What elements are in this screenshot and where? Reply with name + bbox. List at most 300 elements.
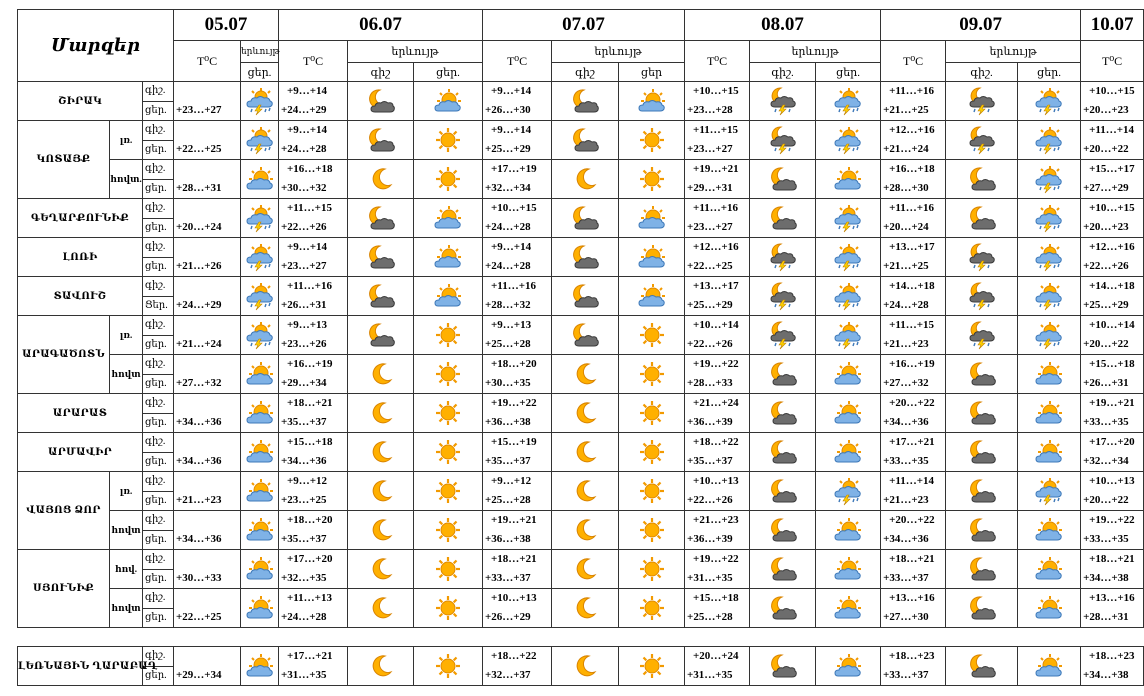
sun-icon xyxy=(619,361,684,387)
moon-cloud-icon xyxy=(946,595,1017,621)
region-name: ՍՅՈՒՆԻՔ xyxy=(18,550,110,628)
day-temperature: +29…+31 xyxy=(687,182,733,194)
thunderstorm-sun-icon xyxy=(241,243,278,271)
moon-icon xyxy=(552,595,618,621)
day-temperature: +25…+28 xyxy=(687,611,733,623)
day-temperature: +23…+27 xyxy=(687,221,733,233)
day-temperature: +25…+28 xyxy=(485,494,531,506)
night-temperature: +15…+18 xyxy=(287,436,333,448)
thunderstorm-sun-icon xyxy=(816,87,880,115)
weather-icon-cell xyxy=(816,277,881,316)
temperature-cell xyxy=(881,238,946,277)
night-temperature: +20…+24 xyxy=(693,650,739,662)
moon-cloud-icon xyxy=(946,205,1017,231)
night-label: գիշ. xyxy=(143,82,174,102)
weather-icon-cell xyxy=(816,511,881,550)
night-label: գիշ. xyxy=(143,550,174,570)
day-temperature: +32…+37 xyxy=(485,669,531,681)
moon-icon xyxy=(348,595,413,621)
moon-cloud-icon xyxy=(946,361,1017,387)
day-temperature: +35…+37 xyxy=(281,416,327,428)
temperature-cell xyxy=(1081,277,1144,316)
temperature-header: T⁰C xyxy=(1081,41,1144,82)
moon-icon xyxy=(552,400,618,426)
night-temperature: +19…+22 xyxy=(693,553,739,565)
moon-icon xyxy=(348,361,413,387)
weather-icon-cell xyxy=(414,472,483,511)
subregion-label: հով. xyxy=(110,550,143,589)
day-temperature: +31…+35 xyxy=(281,669,327,681)
thunderstorm-sun-icon xyxy=(816,204,880,232)
weather-icon-cell xyxy=(241,238,279,277)
temperature-cell xyxy=(483,316,552,355)
sun-cloud-icon xyxy=(1018,361,1080,387)
night-label: գիշ. xyxy=(143,511,174,531)
moon-icon xyxy=(348,517,413,543)
day-temperature: +23…+25 xyxy=(281,494,327,506)
day-temperature: +22…+26 xyxy=(1083,260,1129,272)
sun-icon xyxy=(619,556,684,582)
sun-icon xyxy=(619,127,684,153)
day-temperature: +28…+32 xyxy=(485,299,531,311)
moon-cloud-icon xyxy=(946,556,1017,582)
night-label: գիշ. xyxy=(143,355,174,375)
night-temperature: +11…+15 xyxy=(693,124,738,136)
day-temperature: +23…+27 xyxy=(281,260,327,272)
night-temperature: +10…+15 xyxy=(1089,85,1135,97)
moon-cloud-icon xyxy=(750,400,815,426)
day-temperature: +25…+29 xyxy=(1083,299,1129,311)
weather-icon-cell xyxy=(414,433,483,472)
night-temperature: +15…+19 xyxy=(491,436,537,448)
weather-icon-cell xyxy=(414,277,483,316)
night-temperature: +9…+13 xyxy=(491,319,532,331)
night-temperature: +18…+22 xyxy=(693,436,739,448)
weather-icon-cell xyxy=(816,550,881,589)
day-temperature: +24…+28 xyxy=(485,221,531,233)
sun-cloud-icon xyxy=(414,205,482,231)
temperature-cell xyxy=(483,238,552,277)
day-temperature: +20…+24 xyxy=(176,221,222,233)
night-temperature: +11…+16 xyxy=(287,280,332,292)
temperature-cell xyxy=(174,121,241,160)
weather-icon-cell xyxy=(414,238,483,277)
temperature-cell xyxy=(174,647,241,686)
sun-cloud-icon xyxy=(241,653,278,679)
weather-icon-cell xyxy=(946,589,1018,628)
weather-icon-cell xyxy=(241,433,279,472)
sun-cloud-icon xyxy=(414,244,482,270)
night-temperature: +16…+18 xyxy=(287,163,333,175)
day-temperature: +21…+23 xyxy=(883,338,929,350)
weather-icon-cell xyxy=(946,433,1018,472)
moon-icon xyxy=(552,478,618,504)
day-temperature: +36…+38 xyxy=(485,416,531,428)
moon-cloud-icon xyxy=(750,653,815,679)
thunderstorm-night-icon xyxy=(946,243,1017,271)
day-temperature: +34…+36 xyxy=(883,533,929,545)
temperature-cell xyxy=(881,316,946,355)
sun-icon xyxy=(619,653,684,679)
day-temperature: +22…+26 xyxy=(281,221,327,233)
weather-icon-cell xyxy=(1018,238,1081,277)
weather-icon-cell xyxy=(1018,589,1081,628)
day-temperature: +21…+26 xyxy=(176,260,222,272)
weather-icon-cell xyxy=(946,647,1018,686)
day-temperature: +20…+22 xyxy=(1083,338,1129,350)
weather-icon-cell xyxy=(414,550,483,589)
thunderstorm-sun-icon xyxy=(1018,204,1080,232)
moon-icon xyxy=(552,653,618,679)
sun-cloud-icon xyxy=(414,88,482,114)
day-temperature: +25…+29 xyxy=(485,143,531,155)
weather-icon-cell xyxy=(348,511,414,550)
temperature-cell xyxy=(881,472,946,511)
night-temperature: +11…+16 xyxy=(889,85,934,97)
weather-icon-cell xyxy=(946,394,1018,433)
moon-cloud-icon xyxy=(552,322,618,348)
weather-icon-cell xyxy=(816,160,881,199)
weather-icon-cell xyxy=(619,82,685,121)
temperature-cell xyxy=(279,394,348,433)
sun-cloud-icon xyxy=(1018,400,1080,426)
weather-icon-cell xyxy=(750,550,816,589)
weather-icon-cell xyxy=(816,433,881,472)
day-temperature: +34…+36 xyxy=(176,533,222,545)
temperature-cell xyxy=(279,121,348,160)
day-temperature: +30…+35 xyxy=(485,377,531,389)
thunderstorm-night-icon xyxy=(750,126,815,154)
night-temperature: +18…+23 xyxy=(889,650,935,662)
phenomena-header: երևույթ xyxy=(552,41,685,63)
day-temperature: +27…+30 xyxy=(883,611,929,623)
weather-icon-cell xyxy=(552,160,619,199)
moon-cloud-icon xyxy=(750,166,815,192)
temperature-header: T⁰C xyxy=(279,41,348,82)
night-temperature: +20…+22 xyxy=(889,397,935,409)
sun-cloud-icon xyxy=(619,283,684,309)
sun-icon xyxy=(619,400,684,426)
date-header: 07.07 xyxy=(483,10,685,41)
day-temperature: +27…+32 xyxy=(176,377,222,389)
night-temperature: +13…+16 xyxy=(889,592,935,604)
day-temperature: +34…+36 xyxy=(176,455,222,467)
region-name: ԱՐԱԳԱԾՈՏՆ xyxy=(18,316,110,394)
moon-cloud-icon xyxy=(750,517,815,543)
moon-cloud-icon xyxy=(750,205,815,231)
weather-icon-cell xyxy=(348,316,414,355)
night-temperature: +10…+13 xyxy=(693,475,739,487)
night-temperature: +12…+16 xyxy=(693,241,739,253)
moon-icon xyxy=(348,556,413,582)
weather-icon-cell xyxy=(619,647,685,686)
temperature-cell xyxy=(174,277,241,316)
sun-cloud-icon xyxy=(241,556,278,582)
weather-icon-cell xyxy=(241,511,279,550)
temperature-header: T⁰C xyxy=(483,41,552,82)
temperature-cell xyxy=(279,238,348,277)
thunderstorm-sun-icon xyxy=(1018,282,1080,310)
night-label: գիշ. xyxy=(143,433,174,453)
weather-icon-cell xyxy=(816,238,881,277)
night-temperature: +16…+19 xyxy=(889,358,935,370)
weather-icon-cell xyxy=(946,277,1018,316)
weather-icon-cell xyxy=(816,82,881,121)
sun-cloud-icon xyxy=(241,478,278,504)
temperature-cell xyxy=(279,316,348,355)
day-temperature: +24…+28 xyxy=(281,611,327,623)
night-temperature: +13…+17 xyxy=(889,241,935,253)
sun-cloud-icon xyxy=(619,244,684,270)
day-temperature: +23…+28 xyxy=(687,104,733,116)
day-temperature: +35…+37 xyxy=(687,455,733,467)
sun-cloud-icon xyxy=(414,283,482,309)
moon-icon xyxy=(348,166,413,192)
night-temperature: +19…+21 xyxy=(1089,397,1135,409)
weather-icon-cell xyxy=(348,160,414,199)
day-temperature: +29…+34 xyxy=(176,669,222,681)
temperature-cell xyxy=(279,355,348,394)
sun-cloud-icon xyxy=(816,166,880,192)
thunderstorm-sun-icon xyxy=(1018,87,1080,115)
day-temperature: +33…+37 xyxy=(883,669,929,681)
subregion-label: հովտ xyxy=(110,355,143,394)
weather-icon-cell xyxy=(619,550,685,589)
night-label: գիշ. xyxy=(143,394,174,414)
night-subheader: գիշ. xyxy=(750,63,816,82)
night-temperature: +19…+22 xyxy=(693,358,739,370)
night-temperature: +19…+22 xyxy=(1089,514,1135,526)
day-temperature: +36…+39 xyxy=(687,533,733,545)
weather-icon-cell xyxy=(816,589,881,628)
date-header: 09.07 xyxy=(881,10,1081,41)
moon-cloud-icon xyxy=(946,478,1017,504)
weather-icon-cell xyxy=(750,121,816,160)
region-name: ԱՐՄԱՎԻՐ xyxy=(18,433,143,472)
temperature-cell xyxy=(881,121,946,160)
day-subheader: ցեր. xyxy=(816,63,881,82)
weather-icon-cell xyxy=(619,511,685,550)
night-temperature: +18…+21 xyxy=(491,553,537,565)
weather-icon-cell xyxy=(241,199,279,238)
moon-icon xyxy=(348,439,413,465)
sun-icon xyxy=(619,439,684,465)
day-temperature: +21…+25 xyxy=(883,104,929,116)
region-name: ՏԱՎՈՒՇ xyxy=(18,277,143,316)
weather-icon-cell xyxy=(241,316,279,355)
temperature-cell xyxy=(1081,550,1144,589)
weather-icon-cell xyxy=(348,238,414,277)
day-subheader: ցեր. xyxy=(1018,63,1081,82)
temperature-cell xyxy=(1081,472,1144,511)
temperature-cell xyxy=(483,121,552,160)
temperature-cell xyxy=(881,511,946,550)
weather-icon-cell xyxy=(1018,550,1081,589)
temperature-cell xyxy=(483,394,552,433)
date-header: 06.07 xyxy=(279,10,483,41)
thunderstorm-sun-icon xyxy=(1018,477,1080,505)
night-temperature: +17…+20 xyxy=(287,553,333,565)
day-temperature: +28…+31 xyxy=(176,182,222,194)
day-temperature: +24…+29 xyxy=(281,104,327,116)
weather-icon-cell xyxy=(619,316,685,355)
day-temperature: +20…+23 xyxy=(1083,221,1129,233)
day-temperature: +24…+28 xyxy=(281,143,327,155)
temperature-cell xyxy=(174,238,241,277)
weather-icon-cell xyxy=(414,647,483,686)
moon-cloud-icon xyxy=(946,517,1017,543)
thunderstorm-sun-icon xyxy=(241,204,278,232)
weather-icon-cell xyxy=(414,355,483,394)
weather-icon-cell xyxy=(348,433,414,472)
sun-icon xyxy=(619,478,684,504)
weather-icon-cell xyxy=(946,472,1018,511)
night-temperature: +15…+18 xyxy=(693,592,739,604)
night-temperature: +21…+24 xyxy=(693,397,739,409)
day-label: Ցեր. xyxy=(143,296,174,316)
temperature-cell xyxy=(881,160,946,199)
temperature-cell xyxy=(483,355,552,394)
night-temperature: +14…+18 xyxy=(1089,280,1135,292)
weather-icon-cell xyxy=(241,472,279,511)
day-temperature: +20…+24 xyxy=(883,221,929,233)
night-temperature: +10…+15 xyxy=(1089,202,1135,214)
temperature-cell xyxy=(685,355,750,394)
subregion-label: լռ. xyxy=(110,316,143,355)
night-temperature: +15…+18 xyxy=(1089,358,1135,370)
night-temperature: +11…+13 xyxy=(287,592,332,604)
date-header: 08.07 xyxy=(685,10,881,41)
temperature-cell xyxy=(174,160,241,199)
night-temperature: +10…+14 xyxy=(1089,319,1135,331)
weather-icon-cell xyxy=(619,238,685,277)
thunderstorm-sun-icon xyxy=(816,477,880,505)
weather-icon-cell xyxy=(946,199,1018,238)
day-temperature: +33…+35 xyxy=(883,455,929,467)
temperature-cell xyxy=(174,550,241,589)
sun-icon xyxy=(414,595,482,621)
weather-icon-cell xyxy=(816,647,881,686)
region-name: ԼՈՌԻ xyxy=(18,238,143,277)
temperature-cell xyxy=(1081,433,1144,472)
day-temperature: +22…+25 xyxy=(176,143,222,155)
temperature-cell xyxy=(685,238,750,277)
temperature-cell xyxy=(685,199,750,238)
sun-cloud-icon xyxy=(816,595,880,621)
temperature-cell xyxy=(483,550,552,589)
day-temperature: +21…+24 xyxy=(883,143,929,155)
weather-icon-cell xyxy=(1018,472,1081,511)
day-label: ցեր. xyxy=(143,257,174,277)
night-temperature: +9…+12 xyxy=(491,475,532,487)
night-temperature: +17…+20 xyxy=(1089,436,1135,448)
day-label: ցեր. xyxy=(143,608,174,628)
day-temperature: +23…+27 xyxy=(176,104,222,116)
day-temperature: +21…+23 xyxy=(883,494,929,506)
weather-icon-cell xyxy=(619,160,685,199)
night-temperature: +9…+14 xyxy=(491,85,532,97)
day-temperature: +26…+29 xyxy=(485,611,531,623)
weather-icon-cell xyxy=(348,277,414,316)
weather-icon-cell xyxy=(414,121,483,160)
day-subheader: ցեր. xyxy=(241,63,279,82)
weather-icon-cell xyxy=(552,277,619,316)
day-temperature: +30…+33 xyxy=(176,572,222,584)
day-label: ցեր. xyxy=(143,374,174,394)
sun-cloud-icon xyxy=(241,361,278,387)
day-temperature: +32…+34 xyxy=(1083,455,1129,467)
weather-icon-cell xyxy=(750,647,816,686)
day-temperature: +34…+38 xyxy=(1083,572,1129,584)
day-temperature: +33…+37 xyxy=(485,572,531,584)
night-temperature: +18…+21 xyxy=(287,397,333,409)
region-name: ՇԻՐԱԿ xyxy=(18,82,143,121)
temperature-cell xyxy=(881,394,946,433)
night-label: գիշ. xyxy=(143,238,174,258)
weather-icon-cell xyxy=(946,511,1018,550)
weather-icon-cell xyxy=(552,355,619,394)
weather-icon-cell xyxy=(750,511,816,550)
temperature-cell xyxy=(685,394,750,433)
weather-icon-cell xyxy=(1018,160,1081,199)
night-temperature: +10…+14 xyxy=(693,319,739,331)
sun-cloud-icon xyxy=(816,400,880,426)
day-temperature: +22…+26 xyxy=(687,338,733,350)
sun-cloud-icon xyxy=(816,653,880,679)
night-label: գիշ. xyxy=(143,199,174,219)
night-temperature: +17…+21 xyxy=(287,650,333,662)
sun-cloud-icon xyxy=(241,439,278,465)
moon-icon xyxy=(552,166,618,192)
thunderstorm-night-icon xyxy=(946,126,1017,154)
night-temperature: +18…+21 xyxy=(889,553,935,565)
day-temperature: +35…+37 xyxy=(281,533,327,545)
phenomena-header: երևույթ xyxy=(241,41,279,63)
night-temperature: +19…+21 xyxy=(491,514,537,526)
sun-icon xyxy=(619,595,684,621)
day-temperature: +30…+32 xyxy=(281,182,327,194)
weather-icon-cell xyxy=(750,355,816,394)
moon-cloud-icon xyxy=(348,283,413,309)
day-subheader: ցեր. xyxy=(414,63,483,82)
night-temperature: +19…+21 xyxy=(693,163,739,175)
thunderstorm-sun-icon xyxy=(1018,126,1080,154)
region-name: ԼԵՌՆԱՅԻՆ ՂԱՐԱԲԱՂ xyxy=(18,647,143,686)
day-temperature: +23…+27 xyxy=(687,143,733,155)
temperature-cell xyxy=(1081,589,1144,628)
day-label: ցեր. xyxy=(143,140,174,160)
karabakh-table xyxy=(17,646,1144,686)
night-temperature: +18…+22 xyxy=(491,650,537,662)
day-temperature: +21…+24 xyxy=(176,338,222,350)
thunderstorm-night-icon xyxy=(750,87,815,115)
weather-icon-cell xyxy=(348,550,414,589)
weather-icon-cell xyxy=(552,394,619,433)
weather-icon-cell xyxy=(552,238,619,277)
temperature-cell xyxy=(174,511,241,550)
temperature-header: T⁰C xyxy=(174,41,241,82)
temperature-header: T⁰C xyxy=(881,41,946,82)
temperature-cell xyxy=(685,316,750,355)
weather-icon-cell xyxy=(816,121,881,160)
moon-cloud-icon xyxy=(750,439,815,465)
day-temperature: +28…+30 xyxy=(883,182,929,194)
day-temperature: +32…+34 xyxy=(485,182,531,194)
temperature-cell xyxy=(881,277,946,316)
weather-icon-cell xyxy=(619,121,685,160)
temperature-header: T⁰C xyxy=(685,41,750,82)
day-label: ցեր. xyxy=(143,179,174,199)
